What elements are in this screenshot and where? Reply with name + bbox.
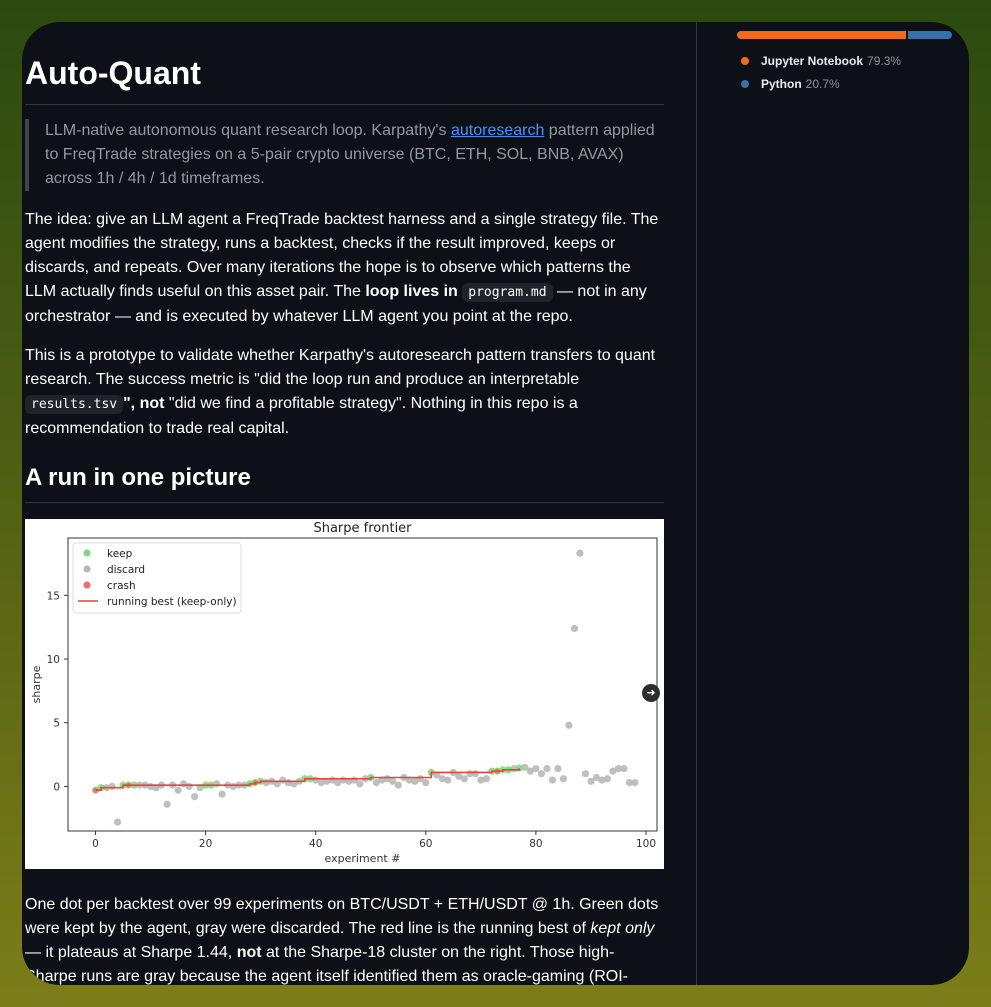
data-point-discard <box>620 765 627 772</box>
language-dot-icon <box>741 80 749 88</box>
readme-summary-quote <box>25 119 665 191</box>
legend-marker <box>83 565 90 572</box>
data-point-discard <box>356 780 363 787</box>
idea-paragraph <box>25 208 665 329</box>
prototype-bold-not: not <box>139 395 165 412</box>
x-tick-label: 40 <box>309 838 323 850</box>
data-point-discard <box>395 782 402 789</box>
idea-text-b: — not in any orchestrator — and is executed by whatever LLM agent you point at the repo. <box>25 283 647 325</box>
prototype-text-a: This is a prototype to validate whether Karpathy's autoresearch pattern transfers to quant research. The success metric is "did the loop run and produce an interpretable <box>25 347 656 388</box>
language-item-jupyter[interactable] <box>741 49 901 72</box>
language-bar <box>737 31 952 39</box>
data-point-discard <box>532 765 539 772</box>
y-tick-label: 5 <box>53 717 60 730</box>
idea-bold: loop lives in <box>365 283 463 300</box>
x-tick-label: 0 <box>92 838 99 850</box>
x-tick-label: 60 <box>419 838 433 850</box>
chart-caption-paragraph <box>25 893 665 985</box>
language-item-python[interactable] <box>741 72 901 95</box>
data-point-discard <box>219 790 226 797</box>
language-bar-segment <box>737 31 906 39</box>
program-md-code: program.md <box>462 283 552 302</box>
language-list <box>741 49 901 95</box>
data-point-discard <box>560 775 567 782</box>
data-point-discard <box>549 776 556 783</box>
idea-text-a: The idea: give an LLM agent a FreqTrade backtest harness and a single strategy file. The agent modifies the strategy, runs a backtest, checks if the result improved, keeps or discards, and repeats. Over many iterations the hope is to observe which patterns the LLM actually finds useful on this asset pair. The <box>25 211 659 300</box>
legend-label: discard <box>107 564 146 576</box>
data-point-discard <box>576 550 583 557</box>
caption-text-b: — it plateaus at Sharpe 1.44, <box>25 944 237 961</box>
data-point-discard <box>582 770 589 777</box>
language-percent: 79.3% <box>867 53 902 68</box>
data-point-discard <box>186 783 193 790</box>
data-point-discard <box>174 787 181 794</box>
legend-label: crash <box>107 580 136 592</box>
y-tick-label: 15 <box>46 590 60 603</box>
caption-text-a: One dot per backtest over 99 experiments on BTC/USDT + ETH/USDT @ 1h. Green dots were kept by the agent, gray were discarded. The red line is the running best of <box>25 896 659 937</box>
language-percent: 20.7% <box>805 76 840 91</box>
data-point-discard <box>604 775 611 782</box>
section-heading: A run in one picture <box>25 462 664 503</box>
data-point-discard <box>461 775 468 782</box>
legend-marker <box>83 581 90 588</box>
data-point-discard <box>163 801 170 808</box>
language-name: Python <box>761 76 802 91</box>
data-point-discard <box>565 722 572 729</box>
legend-label: running best (keep-only) <box>107 596 237 608</box>
x-tick-label: 80 <box>529 838 543 850</box>
language-bar-segment <box>908 31 952 39</box>
caption-bold: not <box>236 944 262 961</box>
data-point-discard <box>191 793 198 800</box>
prototype-paragraph <box>25 344 665 441</box>
data-point-discard <box>543 765 550 772</box>
y-tick-label: 0 <box>53 781 60 794</box>
chart-title: Sharpe frontier <box>313 521 412 536</box>
chart-svg <box>25 519 664 869</box>
x-axis-label: experiment # <box>324 852 401 865</box>
caption-text-c: at the Sharpe-18 cluster on the right. Those high-Sharpe runs are gray because the agent itself identified them as oracle-gaming (ROI- <box>25 944 628 985</box>
readme-title: Auto-Quant <box>25 54 664 105</box>
data-point-discard <box>554 765 561 772</box>
data-point-discard <box>114 818 121 825</box>
prototype-text-c: "did we find a profitable strategy". Nothing in this repo is a recommendation to trade real capital. <box>25 395 578 437</box>
data-point-discard <box>631 779 638 786</box>
data-point-discard <box>483 775 490 782</box>
quote-text-after: pattern applied to FreqTrade strategies on a 5-pair crypto universe (BTC, ETH, SOL, BNB, AVAX) across 1h / 4h / 1d timeframes. <box>45 122 655 187</box>
data-point-discard <box>472 770 479 777</box>
quote-text-before: LLM-native autonomous quant research loop. Karpathy's <box>45 122 451 139</box>
data-point-discard <box>444 776 451 783</box>
data-point-discard <box>422 779 429 786</box>
repo-sidebar <box>696 22 969 985</box>
caption-em: kept only <box>590 920 655 937</box>
x-tick-label: 20 <box>198 838 213 850</box>
results-tsv-code: results.tsv <box>25 395 123 414</box>
language-name: Jupyter Notebook <box>761 53 864 68</box>
legend-label: keep <box>107 548 133 560</box>
prototype-bold-quote: ", <box>123 395 140 412</box>
arrow-right-icon[interactable]: ➜ <box>642 684 660 702</box>
legend-marker <box>83 549 90 556</box>
y-axis-label: sharpe <box>30 665 43 704</box>
data-point-discard <box>538 770 545 777</box>
data-point-discard <box>108 783 115 790</box>
repo-window <box>22 22 969 985</box>
x-tick-label: 100 <box>635 838 657 850</box>
autoresearch-link[interactable]: autoresearch <box>450 122 545 139</box>
data-point-discard <box>571 625 578 632</box>
y-tick-label: 10 <box>46 654 60 667</box>
sharpe-frontier-chart <box>25 519 664 869</box>
readme-article <box>25 22 665 985</box>
language-dot-icon <box>741 57 749 65</box>
